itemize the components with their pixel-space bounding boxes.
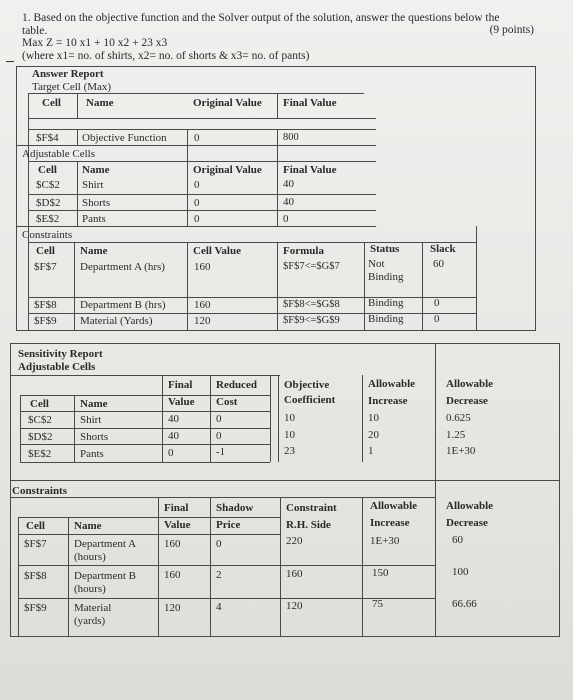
con-row-status-2: Binding (368, 271, 404, 283)
con-header-slack: Slack (430, 243, 456, 255)
sens-con-row-name: Department A (74, 538, 137, 550)
con-header-cell: Cell (36, 245, 55, 257)
sens-header-final: Final (168, 379, 193, 391)
margin-dash (6, 61, 14, 62)
sens-con-row-rhs: 220 (286, 535, 303, 547)
sens-row-final: 0 (168, 447, 174, 459)
con-row-formula: $F$7<=$G$7 (283, 261, 340, 272)
target-cell: $F$4 (36, 132, 59, 144)
sens-con-header-rhs: Constraint (286, 502, 337, 514)
sens-con-row-name-2: (hours) (74, 551, 106, 563)
sens-row-final: 40 (168, 413, 179, 425)
adj-row-cell: $E$2 (36, 213, 60, 225)
sens-header-final-2: Value (168, 396, 195, 408)
sens-row-reduced: 0 (216, 430, 222, 442)
sens-row-increase: 1 (368, 445, 374, 457)
sens-con-row-decrease: 66.66 (452, 598, 477, 610)
con-row-slack: 0 (434, 313, 440, 325)
sens-con-row-decrease: 60 (452, 534, 463, 546)
sens-con-row-name: Department B (74, 570, 137, 582)
target-original: 0 (194, 132, 200, 144)
answer-header-final: Final Value (283, 97, 337, 109)
con-row-formula: $F$8<=$G$8 (283, 299, 340, 310)
answer-header-name: Name (86, 97, 114, 109)
sens-row-cell: $E$2 (28, 448, 52, 460)
sens-con-row-shadow: 4 (216, 601, 222, 613)
adj-row-name: Shirt (82, 179, 104, 191)
sens-row-decrease: 0.625 (446, 412, 471, 424)
sens-con-header-increase-2: Increase (370, 517, 410, 529)
sens-header-name: Name (80, 398, 108, 410)
sens-constraints-title: Constraints (12, 485, 68, 497)
sens-row-decrease: 1E+30 (446, 445, 476, 457)
sens-row-final: 40 (168, 430, 179, 442)
con-header-value: Cell Value (193, 245, 241, 257)
sens-con-header-cell: Cell (26, 520, 45, 532)
adj-header-name: Name (82, 164, 110, 176)
adj-row-cell: $D$2 (36, 197, 61, 209)
sens-con-row-shadow: 0 (216, 538, 222, 550)
sens-con-header-final: Final (164, 502, 189, 514)
target-final: 800 (283, 132, 299, 143)
variable-definitions: (where x1= no. of shirts, x2= no. of shorts & x3= no. of pants) (22, 49, 310, 62)
sensitivity-title: Sensitivity Report (18, 348, 103, 360)
sens-con-header-increase: Allowable (370, 500, 418, 512)
sens-header-increase: Allowable (368, 378, 416, 390)
con-row-cell: $F$9 (34, 315, 57, 327)
sens-row-name: Shorts (80, 431, 109, 443)
adj-header-original: Original Value (193, 164, 262, 176)
sens-con-header-shadow-2: Price (216, 519, 241, 531)
adj-row-final: 0 (283, 213, 289, 225)
sens-con-row-increase: 150 (372, 567, 389, 579)
sens-con-row-name: Material (74, 602, 112, 614)
con-row-cell: $F$8 (34, 299, 57, 311)
con-row-cell: $F$7 (34, 261, 57, 273)
sens-con-row-rhs: 160 (286, 568, 303, 580)
sens-con-row-cell: $F$7 (24, 538, 47, 550)
sens-con-header-decrease-2: Decrease (446, 517, 488, 529)
sens-header-objective-2: Coefficient (284, 394, 336, 406)
sens-con-header-decrease: Allowable (446, 500, 494, 512)
sens-row-increase: 10 (368, 412, 379, 424)
sens-row-decrease: 1.25 (446, 429, 466, 441)
adj-row-final: 40 (283, 196, 294, 208)
answer-header-original: Original Value (193, 97, 262, 109)
adj-row-original: 0 (194, 213, 200, 225)
con-row-value: 160 (194, 261, 211, 273)
question-line-2: table. (22, 24, 48, 37)
adjustable-cells-title: Adjustable Cells (22, 148, 96, 160)
adj-row-cell: $C$2 (36, 179, 60, 191)
con-row-name: Material (Yards) (80, 315, 153, 327)
sens-con-row-name-2: (hours) (74, 583, 106, 595)
sens-row-objective: 10 (284, 429, 295, 441)
sens-con-row-decrease: 100 (452, 566, 469, 578)
sens-row-name: Shirt (80, 414, 102, 426)
sens-con-row-final: 160 (164, 538, 181, 550)
con-header-status: Status (370, 243, 400, 255)
con-header-name: Name (80, 245, 108, 257)
adj-row-original: 0 (194, 197, 200, 209)
target-cell-title: Target Cell (Max) (32, 81, 112, 93)
adj-header-final: Final Value (283, 164, 337, 176)
adj-header-cell: Cell (38, 164, 57, 176)
question-points: (9 points) (489, 24, 534, 36)
sens-adjustable-title: Adjustable Cells (18, 361, 96, 373)
sens-row-reduced: -1 (216, 446, 226, 458)
answer-report-title: Answer Report (32, 68, 104, 80)
sens-header-cell: Cell (30, 398, 49, 410)
sens-row-cell: $D$2 (28, 431, 53, 443)
question-text (22, 12, 552, 62)
sens-con-row-final: 120 (164, 602, 181, 614)
target-name: Objective Function (82, 132, 167, 144)
sens-header-decrease-2: Decrease (446, 395, 488, 407)
con-row-slack: 60 (433, 258, 444, 270)
con-row-status: Binding (368, 297, 404, 309)
sens-row-objective: 23 (284, 445, 295, 457)
con-row-value: 120 (194, 315, 211, 327)
answer-header-cell: Cell (42, 97, 61, 109)
sens-con-row-rhs: 120 (286, 600, 303, 612)
sens-con-row-increase: 1E+30 (370, 535, 400, 547)
sens-header-decrease: Allowable (446, 378, 494, 390)
sens-con-row-increase: 75 (372, 598, 383, 610)
sens-con-header-name: Name (74, 520, 102, 532)
con-row-status: Not (368, 258, 385, 270)
adj-row-final: 40 (283, 178, 294, 190)
con-row-formula: $F$9<=$G$9 (283, 315, 340, 326)
con-row-name: Department A (hrs) (80, 261, 165, 273)
sens-con-row-cell: $F$8 (24, 570, 47, 582)
question-line-1: 1. Based on the objective function and the Solver output of the solution, answer the questions below the (22, 12, 500, 24)
sens-con-header-shadow: Shadow (216, 502, 254, 514)
sens-header-objective: Objective (284, 379, 330, 391)
objective-function: Max Z = 10 x1 + 10 x2 + 23 x3 (22, 37, 168, 49)
sens-con-header-rhs-2: R.H. Side (286, 519, 331, 531)
con-header-formula: Formula (283, 245, 324, 257)
sens-row-reduced: 0 (216, 413, 222, 425)
sens-con-row-final: 160 (164, 569, 181, 581)
sens-con-row-cell: $F$9 (24, 602, 47, 614)
sens-row-cell: $C$2 (28, 414, 52, 426)
con-row-name: Department B (hrs) (80, 299, 166, 311)
adj-row-name: Shorts (82, 197, 111, 209)
sens-row-name: Pants (80, 448, 104, 460)
sens-row-objective: 10 (284, 412, 295, 424)
sens-header-reduced: Reduced (216, 379, 257, 391)
constraints-title: Constraints (22, 229, 73, 241)
sens-header-increase-2: Increase (368, 395, 408, 407)
con-row-status: Binding (368, 313, 404, 325)
con-row-value: 160 (194, 299, 211, 311)
con-row-slack: 0 (434, 297, 440, 309)
adj-row-original: 0 (194, 179, 200, 191)
sens-header-reduced-2: Cost (216, 396, 238, 408)
sens-row-increase: 20 (368, 429, 379, 441)
sens-con-row-shadow: 2 (216, 569, 222, 581)
adj-row-name: Pants (82, 213, 106, 225)
sens-con-header-final-2: Value (164, 519, 191, 531)
sens-con-row-name-2: (yards) (74, 615, 106, 627)
